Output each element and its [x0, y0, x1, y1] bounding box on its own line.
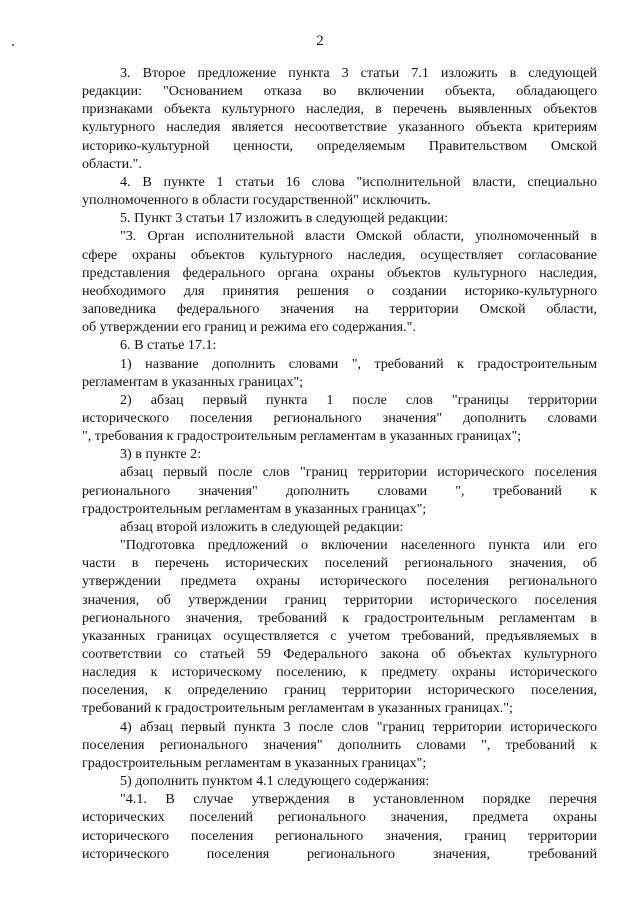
text-line: градостроительным регламентам в указанных границах";: [82, 754, 427, 771]
document-body: [82, 64, 597, 863]
text-line: абзац первый после слов "границ территории исторического поселения: [120, 464, 597, 481]
text-line: 3) в пункте 2:: [120, 446, 202, 463]
text-line: абзац второй изложить в следующей редакции:: [120, 518, 404, 535]
text-line: регионального значения, требований к градостроительным регламентам в: [82, 609, 597, 626]
text-line: признаками объекта культурного наследия, в перечень выявленных объектов: [82, 101, 597, 118]
text-line: исторического поселения регионального значения, границ территории: [82, 827, 597, 844]
text-line: части в перечень исторических поселений регионального значения, об: [82, 555, 597, 572]
text-line: поселения регионального значения" дополнить словами ", требований к: [82, 736, 597, 753]
text-line: культурного наследия является несоответствие указанного объекта критериям: [82, 119, 597, 136]
text-line: об утверждении его границ и режима его содержания.".: [82, 319, 416, 336]
text-line: исторического поселения регионального значения" дополнить словами: [82, 409, 597, 426]
text-line: представления федерального органа охраны объектов культурного наследия,: [82, 264, 597, 281]
text-line: значения, об утверждении границ территории исторического поселения: [82, 591, 597, 608]
text-line: исторических поселений регионального значения, предмета охраны: [82, 809, 597, 826]
text-line: 6. В статье 17.1:: [120, 337, 217, 354]
text-line: 5. Пункт 3 статьи 17 изложить в следующей редакции:: [120, 210, 449, 227]
text-line: 4. В пункте 1 статьи 16 слова "исполнительной власти, специально: [120, 173, 597, 190]
text-line: историко-культурной ценности, определяемым Правительством Омской: [82, 137, 597, 154]
text-line: редакции: "Основанием отказа во включении объекта, обладающего: [82, 83, 597, 100]
text-line: "4.1. В случае утверждения в установленном порядке перечня: [120, 791, 597, 808]
text-line: "3. Орган исполнительной власти Омской области, уполномоченный в: [120, 228, 597, 245]
text-line: 3. Второе предложение пункта 3 статьи 7.1 изложить в следующей: [120, 65, 597, 81]
text-line: необходимого для принятия решения о создании историко-культурного: [82, 282, 597, 299]
text-line: требований к градостроительным регламентам в указанных границах.";: [82, 700, 513, 717]
text-line: утверждении предмета охраны исторического поселения регионального: [82, 573, 597, 590]
text-line: градостроительным регламентам в указанных границах";: [82, 500, 427, 517]
text-line: 1) название дополнить словами ", требований к градостроительным: [120, 355, 597, 372]
text-line: "Подготовка предложений о включении населенного пункта или его: [120, 537, 597, 554]
text-line: ", требования к градостроительным регламентам в указанных границах";: [82, 428, 522, 445]
text-line: поселения, к определению границ территории исторического поселения,: [82, 682, 597, 699]
text-line: регионального значения" дополнить словами ", требований к: [82, 482, 597, 499]
text-line: уполномоченного в области государственной" исключить.: [82, 192, 431, 209]
text-line: соответствии со статьей 59 Федерального закона об объектах культурного: [82, 646, 597, 662]
page-number: 2: [316, 33, 324, 49]
text-line: регламентам в указанных границах";: [82, 373, 304, 390]
text-line: области.".: [82, 155, 142, 172]
text-line: 5) дополнить пунктом 4.1 следующего содержания:: [120, 773, 430, 790]
text-line: исторического поселения регионального значения, требований: [82, 845, 597, 862]
text-line: наследия к историческому поселению, к предмету охраны исторического: [82, 664, 597, 681]
text-line: 2) абзац первый пункта 1 после слов "границы территории: [120, 391, 597, 408]
text-line: заповедника федерального значения на территории Омской области,: [82, 301, 597, 318]
text-line: указанных границах осуществляется с учетом требований, предъявляемых в: [82, 627, 597, 644]
text-line: сфере охраны объектов культурного наследия, осуществляет согласование: [82, 246, 597, 263]
text-line: 4) абзац первый пункта 3 после слов "границ территории исторического: [120, 718, 597, 735]
